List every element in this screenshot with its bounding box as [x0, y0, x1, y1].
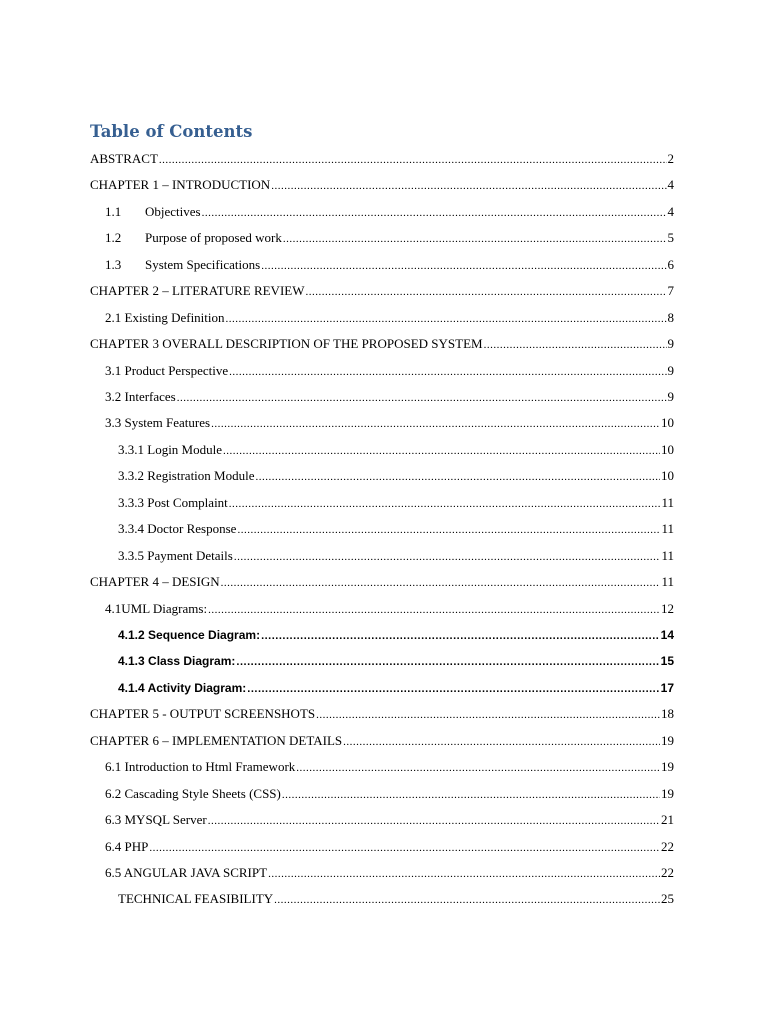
toc-entry-label: ABSTRACT [90, 151, 158, 166]
toc-entry[interactable] [118, 438, 674, 458]
toc-entry-page: 10 [661, 415, 674, 430]
toc-entry[interactable] [118, 887, 674, 907]
dot-leader [268, 867, 660, 881]
toc-entry-label: Purpose of proposed work [145, 230, 282, 245]
toc-entry-label: 3.1 Product Perspective [105, 363, 229, 378]
toc-entry-page: 10 [661, 468, 674, 483]
toc-entry-label: CHAPTER 1 – INTRODUCTION [90, 177, 271, 192]
toc-entry-page: 11 [661, 521, 674, 536]
toc-entry-label: 4.1.3 Class Diagram: [118, 654, 236, 668]
toc-entry-page: 11 [661, 548, 674, 563]
dot-leader [236, 655, 659, 669]
toc-entry-page: 18 [661, 706, 674, 721]
toc-entry-label: 3.3.5 Payment Details [118, 548, 233, 563]
toc-entry-label: 6.1 Introduction to Html Framework [105, 759, 296, 774]
toc-entry[interactable] [118, 517, 674, 537]
toc-entry-page: 8 [667, 310, 674, 325]
toc-entry-page: 9 [667, 363, 674, 378]
toc-entry-label: 6.3 MYSQL Server [105, 812, 207, 827]
toc-entry[interactable] [118, 623, 674, 643]
dot-leader [271, 179, 666, 193]
toc-entry[interactable] [90, 729, 674, 749]
toc-entry-label: CHAPTER 3 OVERALL DESCRIPTION OF THE PROPOSED SYSTEM [90, 336, 483, 351]
toc-entry-label: 4.1.2 Sequence Diagram: [118, 628, 261, 642]
dot-leader [159, 153, 667, 167]
dot-leader [256, 470, 661, 484]
toc-entry-label: System Specifications [145, 257, 261, 272]
dot-leader [223, 444, 660, 458]
toc-entry-label: 4.1.4 Activity Diagram: [118, 681, 247, 695]
toc-entry[interactable] [118, 649, 674, 669]
dot-leader [283, 232, 667, 246]
toc-entry-label: CHAPTER 2 – LITERATURE REVIEW [90, 283, 305, 298]
toc-entry[interactable] [105, 200, 674, 220]
toc-entry[interactable] [105, 359, 674, 379]
toc-entry[interactable] [105, 306, 674, 326]
toc-entry-page: 7 [667, 283, 674, 298]
toc-entry[interactable] [90, 147, 674, 167]
toc-entry-label: 3.3.3 Post Complaint [118, 495, 228, 510]
toc-entry-label: CHAPTER 5 - OUTPUT SCREENSHOTS [90, 706, 316, 721]
toc-title: Table of Contents [90, 122, 253, 141]
dot-leader [211, 417, 660, 431]
dot-leader [229, 365, 666, 379]
dot-leader [208, 814, 660, 828]
toc-entry[interactable] [118, 544, 674, 564]
dot-leader [261, 259, 666, 273]
toc-entry[interactable] [105, 782, 674, 802]
toc-entry-page: 22 [661, 839, 674, 854]
toc-entry[interactable] [105, 411, 674, 431]
toc-entry[interactable] [105, 808, 674, 828]
toc-entry-page: 9 [667, 389, 674, 404]
toc-entry[interactable] [118, 491, 674, 511]
toc-entry-label: 3.3 System Features [105, 415, 211, 430]
toc-entry-page: 21 [661, 812, 674, 827]
dot-leader [234, 550, 661, 564]
dot-leader [221, 576, 661, 590]
toc-entry[interactable] [105, 253, 674, 273]
dot-leader [343, 735, 660, 749]
toc-entry-label: 2.1 Existing Definition [105, 310, 225, 325]
toc-entry[interactable] [105, 597, 674, 617]
toc-entry-page: 2 [667, 151, 674, 166]
toc-entry[interactable] [118, 676, 674, 696]
toc-entry-label: CHAPTER 4 – DESIGN [90, 574, 220, 589]
toc-entry[interactable] [90, 702, 674, 722]
toc-entry-label: 3.3.2 Registration Module [118, 468, 255, 483]
toc-entry[interactable] [105, 755, 674, 775]
toc-entry[interactable] [105, 861, 674, 881]
toc-entry-number: 1.3 [105, 257, 122, 272]
toc-entry-page: 10 [661, 442, 674, 457]
toc-entry-page: 9 [667, 336, 674, 351]
toc-entry-label: 6.2 Cascading Style Sheets (CSS) [105, 786, 281, 801]
dot-leader [247, 682, 659, 696]
toc-entry-page: 14 [660, 628, 674, 642]
toc-entry[interactable] [90, 173, 674, 193]
toc-entry-page: 6 [667, 257, 674, 272]
dot-leader [484, 338, 667, 352]
toc-entry-page: 19 [661, 733, 674, 748]
toc-entry[interactable] [105, 385, 674, 405]
toc-entry-label: Objectives [145, 204, 201, 219]
dot-leader [282, 788, 660, 802]
toc-entry-page: 11 [661, 495, 674, 510]
toc-entry-page: 22 [661, 865, 674, 880]
toc-entry-page: 12 [661, 601, 674, 616]
toc-entry-label: 4.1UML Diagrams: [105, 601, 208, 616]
toc-entry-label: 3.2 Interfaces [105, 389, 176, 404]
dot-leader [149, 841, 660, 855]
toc-entry-page: 4 [667, 177, 674, 192]
toc-entry[interactable] [90, 279, 674, 299]
dot-leader [305, 285, 666, 299]
toc-entry-page: 19 [661, 786, 674, 801]
dot-leader [229, 497, 661, 511]
toc-entry-page: 4 [667, 204, 674, 219]
toc-entry-number: 1.1 [105, 204, 122, 219]
dot-leader [202, 206, 667, 220]
toc-entry-page: 17 [660, 681, 674, 695]
toc-entry-label: CHAPTER 6 – IMPLEMENTATION DETAILS [90, 733, 343, 748]
dot-leader [208, 603, 660, 617]
toc-entry-page: 5 [667, 230, 674, 245]
toc-entry-page: 19 [661, 759, 674, 774]
toc-entry[interactable] [105, 226, 674, 246]
toc-entry-label: 3.3.4 Doctor Response [118, 521, 237, 536]
toc-entry-label: TECHNICAL FEASIBILITY [118, 891, 274, 906]
dot-leader [237, 523, 660, 537]
dot-leader [261, 629, 660, 643]
toc-entry-number: 1.2 [105, 230, 122, 245]
toc-entry-page: 25 [661, 891, 674, 906]
toc-entry-page: 11 [661, 574, 674, 589]
toc-entry[interactable] [90, 570, 674, 590]
toc-entry[interactable] [105, 835, 674, 855]
dot-leader [316, 708, 660, 722]
dot-leader [226, 312, 667, 326]
toc-entry-label: 3.3.1 Login Module [118, 442, 222, 457]
toc-entry-label: 6.4 PHP [105, 839, 149, 854]
toc-entry[interactable] [118, 464, 674, 484]
toc-entry[interactable] [90, 332, 674, 352]
toc-entry-page: 15 [660, 654, 674, 668]
dot-leader [177, 391, 667, 405]
dot-leader [296, 761, 660, 775]
toc-entry-label: 6.5 ANGULAR JAVA SCRIPT [105, 865, 268, 880]
dot-leader [274, 893, 660, 907]
